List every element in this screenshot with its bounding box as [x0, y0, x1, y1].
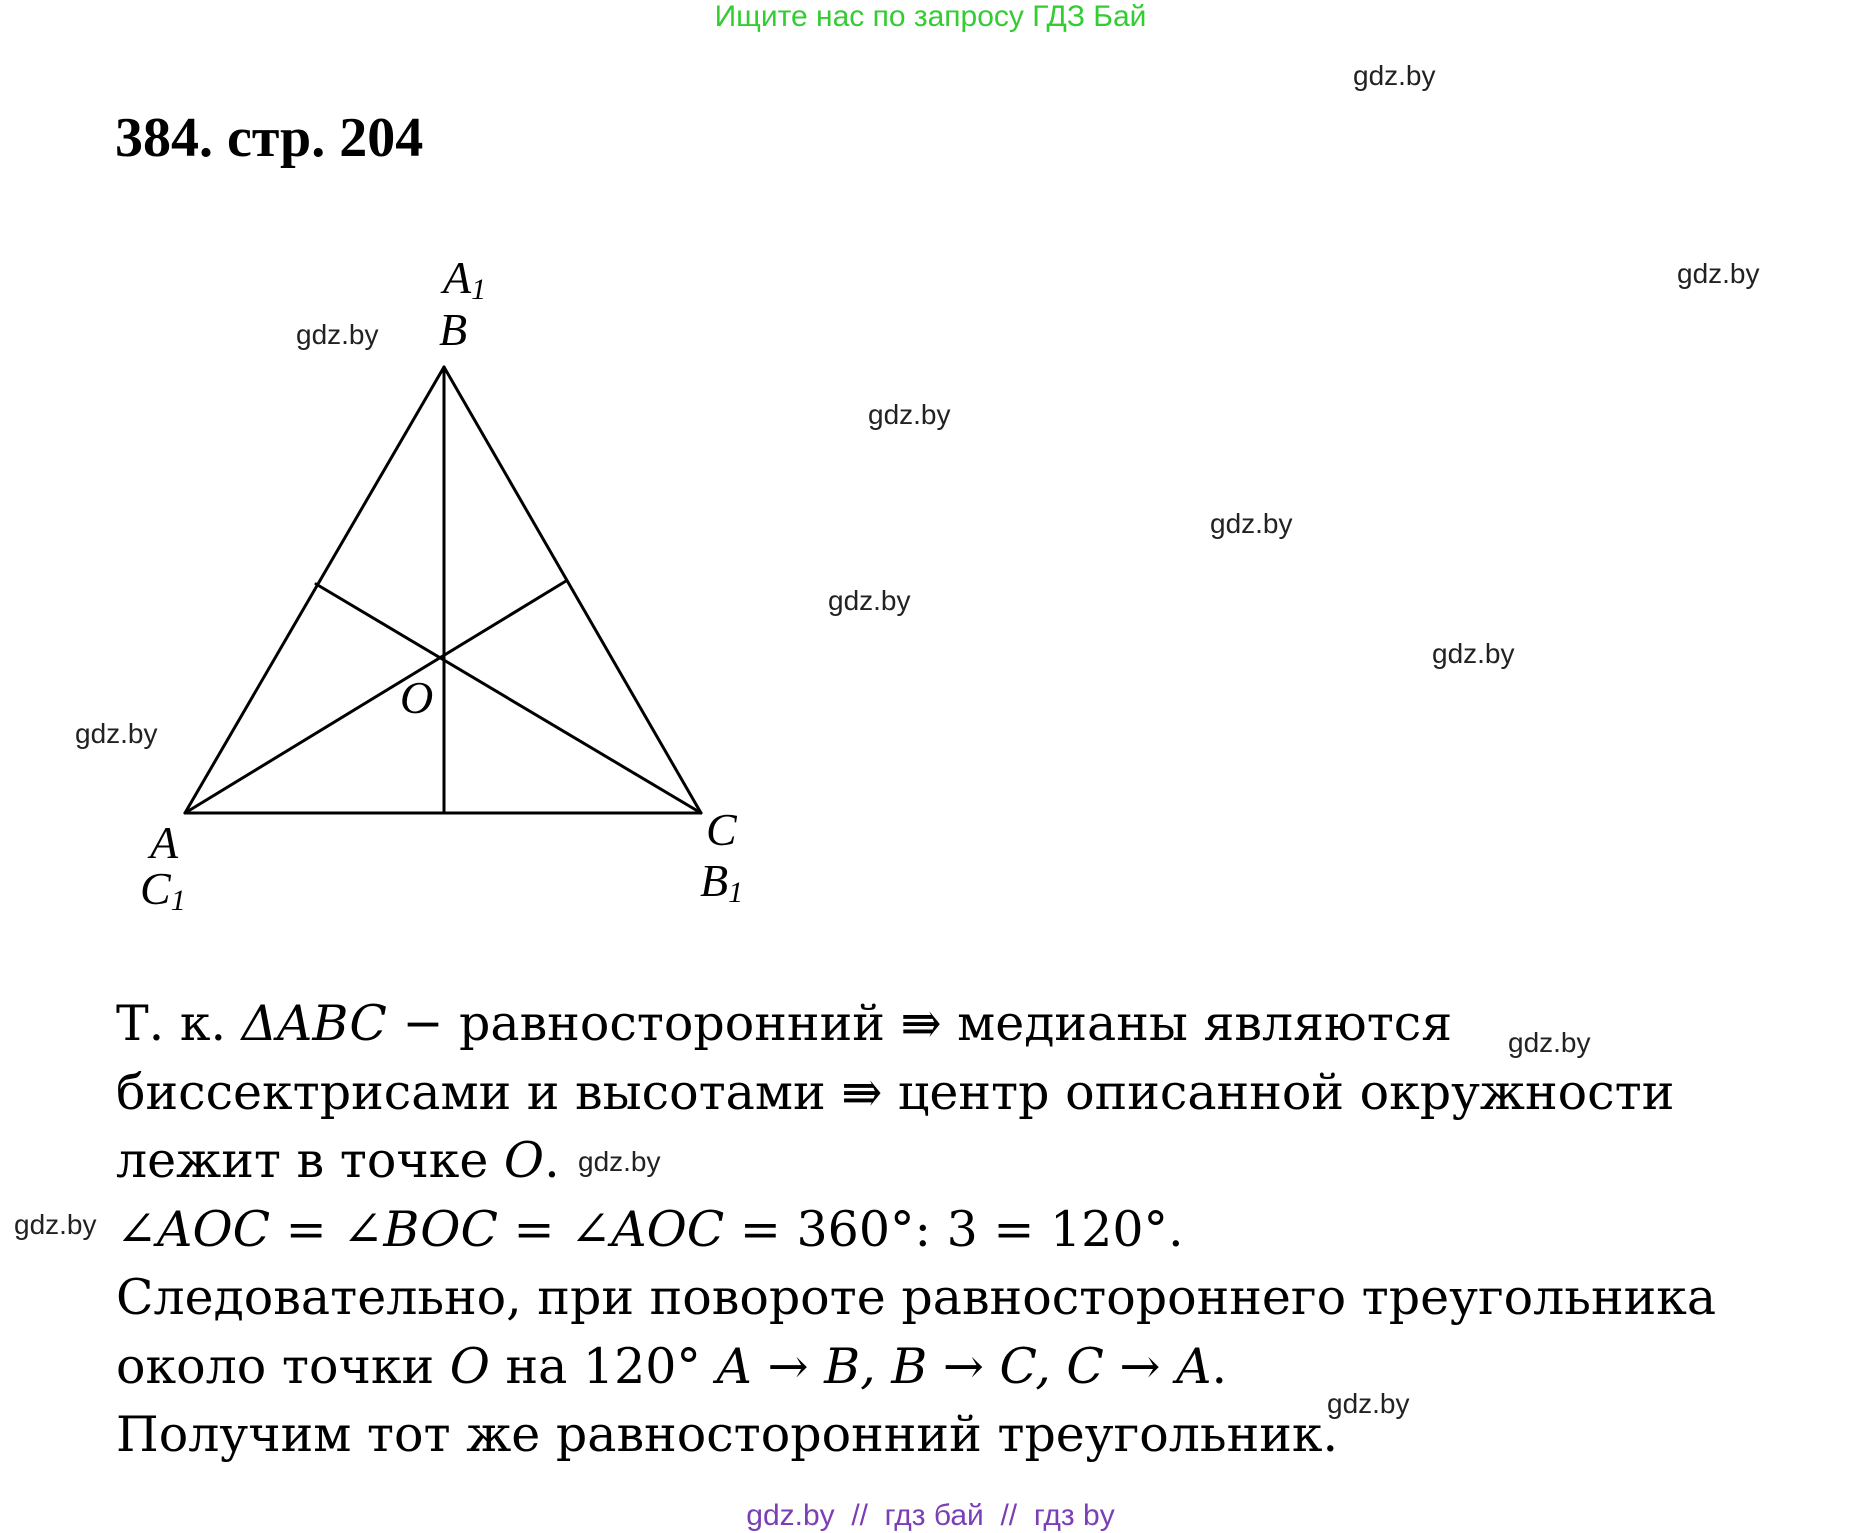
- label-a1-subscript: 1: [471, 273, 487, 306]
- watermark: gdz.by: [1327, 1388, 1410, 1419]
- watermark: gdz.by: [1432, 638, 1515, 669]
- solution-line-2: биссектрисами и высотами ⇛ центр описанной окружности: [116, 1063, 1675, 1121]
- solution-text: [116, 990, 1861, 1470]
- watermark: gdz.by: [296, 319, 379, 350]
- label-b1-subscript: 1: [728, 876, 744, 909]
- footer-watermark: gdz.by // гдз бай // гдз by: [746, 1499, 1115, 1532]
- side-bc: [444, 367, 701, 813]
- watermark: gdz.by: [578, 1146, 661, 1177]
- watermark: gdz.by: [1210, 508, 1293, 539]
- watermark: gdz.by: [828, 585, 911, 616]
- side-ab: [185, 367, 444, 813]
- label-b1: B1: [700, 855, 744, 909]
- watermark: gdz.by: [1353, 60, 1436, 91]
- label-c1-subscript: 1: [170, 884, 186, 917]
- watermark: gdz.by: [868, 399, 951, 430]
- watermark: gdz.by: [14, 1209, 97, 1240]
- solution-line-4: ∠AOC = ∠BOC = ∠AOC = 360°: 3 = 120°.: [116, 1200, 1184, 1258]
- watermark: gdz.by: [75, 718, 158, 749]
- watermark: gdz.by: [1677, 258, 1760, 289]
- solution-line-6: около точки O на 120° A → B, B → C, C → A.: [116, 1337, 1228, 1395]
- label-c1: C1: [140, 863, 186, 917]
- solution-line-3: лежит в точке O.: [116, 1132, 560, 1189]
- label-c: C: [706, 804, 737, 855]
- triangle-figure: [0, 0, 800, 960]
- solution-line-5: Следовательно, при повороте равностороннего треугольника: [116, 1269, 1717, 1326]
- label-a: A: [150, 817, 179, 868]
- label-a1: A1: [443, 252, 487, 306]
- label-b: B: [439, 304, 468, 355]
- solution-line-7: Получим тот же равносторонний треугольник.: [116, 1406, 1339, 1463]
- problem-title: 384. стр. 204: [115, 107, 424, 169]
- label-o: O: [400, 672, 434, 723]
- top-banner: Ищите нас по запросу ГДЗ Бай: [714, 0, 1147, 33]
- solution-line-1: Т. к. ΔABC − равносторонний ⇛ медианы являются: [116, 995, 1453, 1052]
- watermark: gdz.by: [1508, 1027, 1591, 1058]
